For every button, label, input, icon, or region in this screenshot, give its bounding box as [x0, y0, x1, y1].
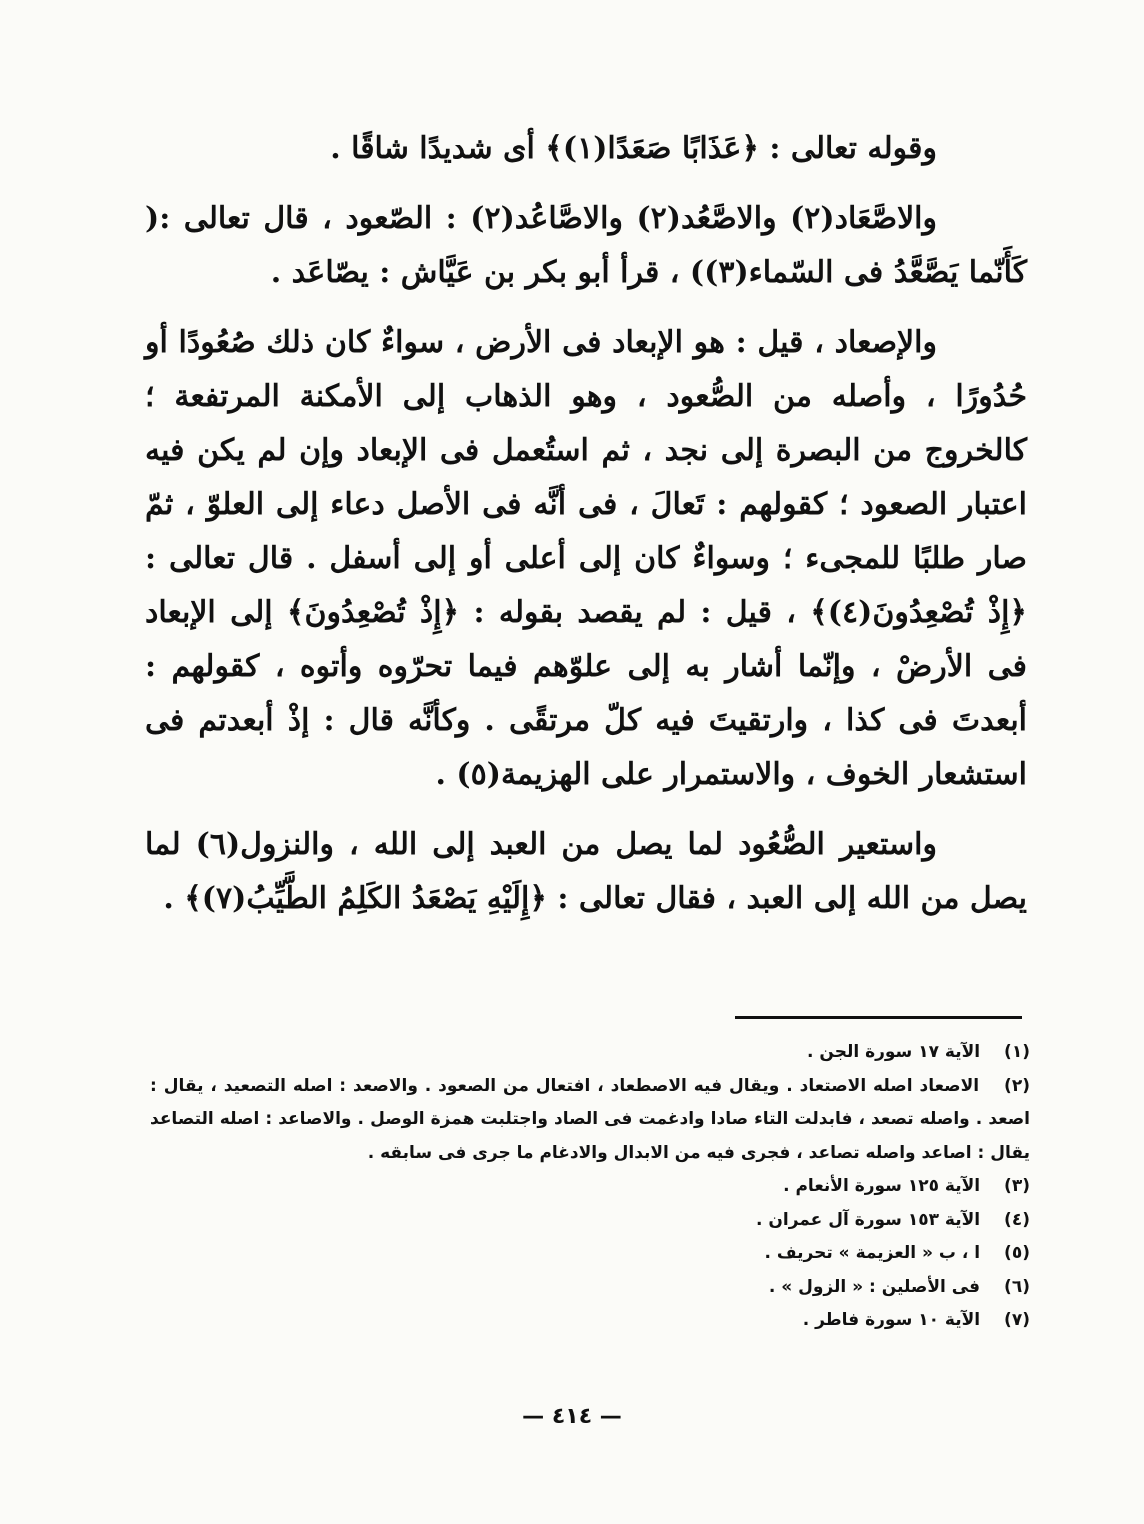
footnote-2 — [150, 1070, 1030, 1171]
paragraph-1: وقوله تعالى : ﴿عَذَابًا صَعَدًا(١)﴾ أى شديدًا شاقًا . — [330, 131, 937, 166]
footnote-text: الآية ١٧ سورة الجن . — [807, 1042, 981, 1062]
footnote-1 — [150, 1036, 1030, 1070]
footnote-text: فى الأصلين : « الزول » . — [768, 1276, 981, 1297]
footnote-5 — [150, 1237, 1030, 1271]
page-number: — ٤١٤ — — [522, 1404, 622, 1429]
paragraph-2: والاصَّعَاد(٢) والاصَّعُد(٢) والاصَّاعُد(٢) : الصّعود ، قال تعالى :( كَأَنّما يَصَّعَّدُ فى السّماء(٣)) ، قرأ أبو بكر بن عَيَّاش : يصّاعَد . — [145, 201, 1027, 290]
footnotes — [150, 1036, 1030, 1338]
footnote-number: (٢) — [1004, 1075, 1030, 1096]
footnote-text: الآية ١٥٣ سورة آل عمران . — [755, 1209, 981, 1230]
main-text — [145, 122, 1027, 926]
paragraph-4: واستعير الصُّعُود لما يصل من العبد إلى الله ، والنزول(٦) لما يصل من الله إلى العبد ، فقال تعالى : ﴿إِلَيْهِ يَصْعَدُ الكَلِمُ الطَّيِّبُ(٧)﴾ . — [145, 827, 1027, 916]
footnote-text: الآية ١٠ سورة فاطر . — [802, 1310, 981, 1330]
footnote-number: (٥) — [1004, 1243, 1030, 1263]
footnote-number: (١) — [1004, 1042, 1030, 1062]
footnote-number: (٤) — [1004, 1209, 1030, 1230]
footnote-number: (٦) — [1004, 1276, 1030, 1297]
footnote-4 — [150, 1204, 1030, 1238]
paragraph-3: والإصعاد ، قيل : هو الإبعاد فى الأرض ، سواءٌ كان ذلك صُعُودًا أو حُدُورًا ، وأصله من الصُّعود ، وهو الذهاب إلى الأمكنة المرتفعة ؛ كالخروج من البصرة إلى نجد ، ثم استُعمل فى الإبعاد وإن لم يكن فيه اعتبار الصعود ؛ كقولهم : تَعالَ ، فى أنَّه فى الأصل دعاء إلى العلوّ ، ثمّ صار طلبًا للمجىء ؛ وسواءٌ كان إلى أعلى أو إلى أسفل . قال تعالى : ﴿إِذْ تُصْعِدُونَ(٤)﴾ ، قيل : لم يقصد بقوله : ﴿إِذْ تُصْعِدُونَ﴾ إلى الإبعاد فى الأرضْ ، وإنّما أشار به إلى علوّهم فيما تحرّوه وأتوه ، كقولهم : أبعدتَ فى كذا ، وارتقيتَ فيه كلّ مرتقًى . وكأنَّه قال : إذْ أبعدتم فى استشعار الخوف ، والاستمرار على الهزيمة(٥) . — [145, 325, 1028, 792]
footnote-6 — [150, 1271, 1030, 1305]
footnote-7 — [150, 1304, 1030, 1338]
footnote-number: (٣) — [1004, 1176, 1030, 1196]
footnote-text: الآية ١٢٥ سورة الأنعام . — [783, 1176, 981, 1196]
footnote-text: ا ، ب « العزيمة » تحريف . — [764, 1243, 981, 1263]
footnote-number: (٧) — [1004, 1310, 1030, 1330]
footnote-divider — [735, 1016, 1022, 1019]
footnote-3 — [150, 1170, 1030, 1204]
footnote-text: الاصعاد اصله الاصتعاد . ويقال فيه الاصطعاد ، افتعال من الصعود . والاصعد : اصله التصعيد ، يقال : اصعد . واصله تصعد ، فابدلت التاء صادا وادغمت فى الصاد واجتلبت همزة الوصل . والاصاعد : اصله التصاعد يقال : اصاعد واصله تصاعد ، فجرى فيه من الابدال والادغام ما جرى فى سابقه . — [150, 1075, 1030, 1163]
